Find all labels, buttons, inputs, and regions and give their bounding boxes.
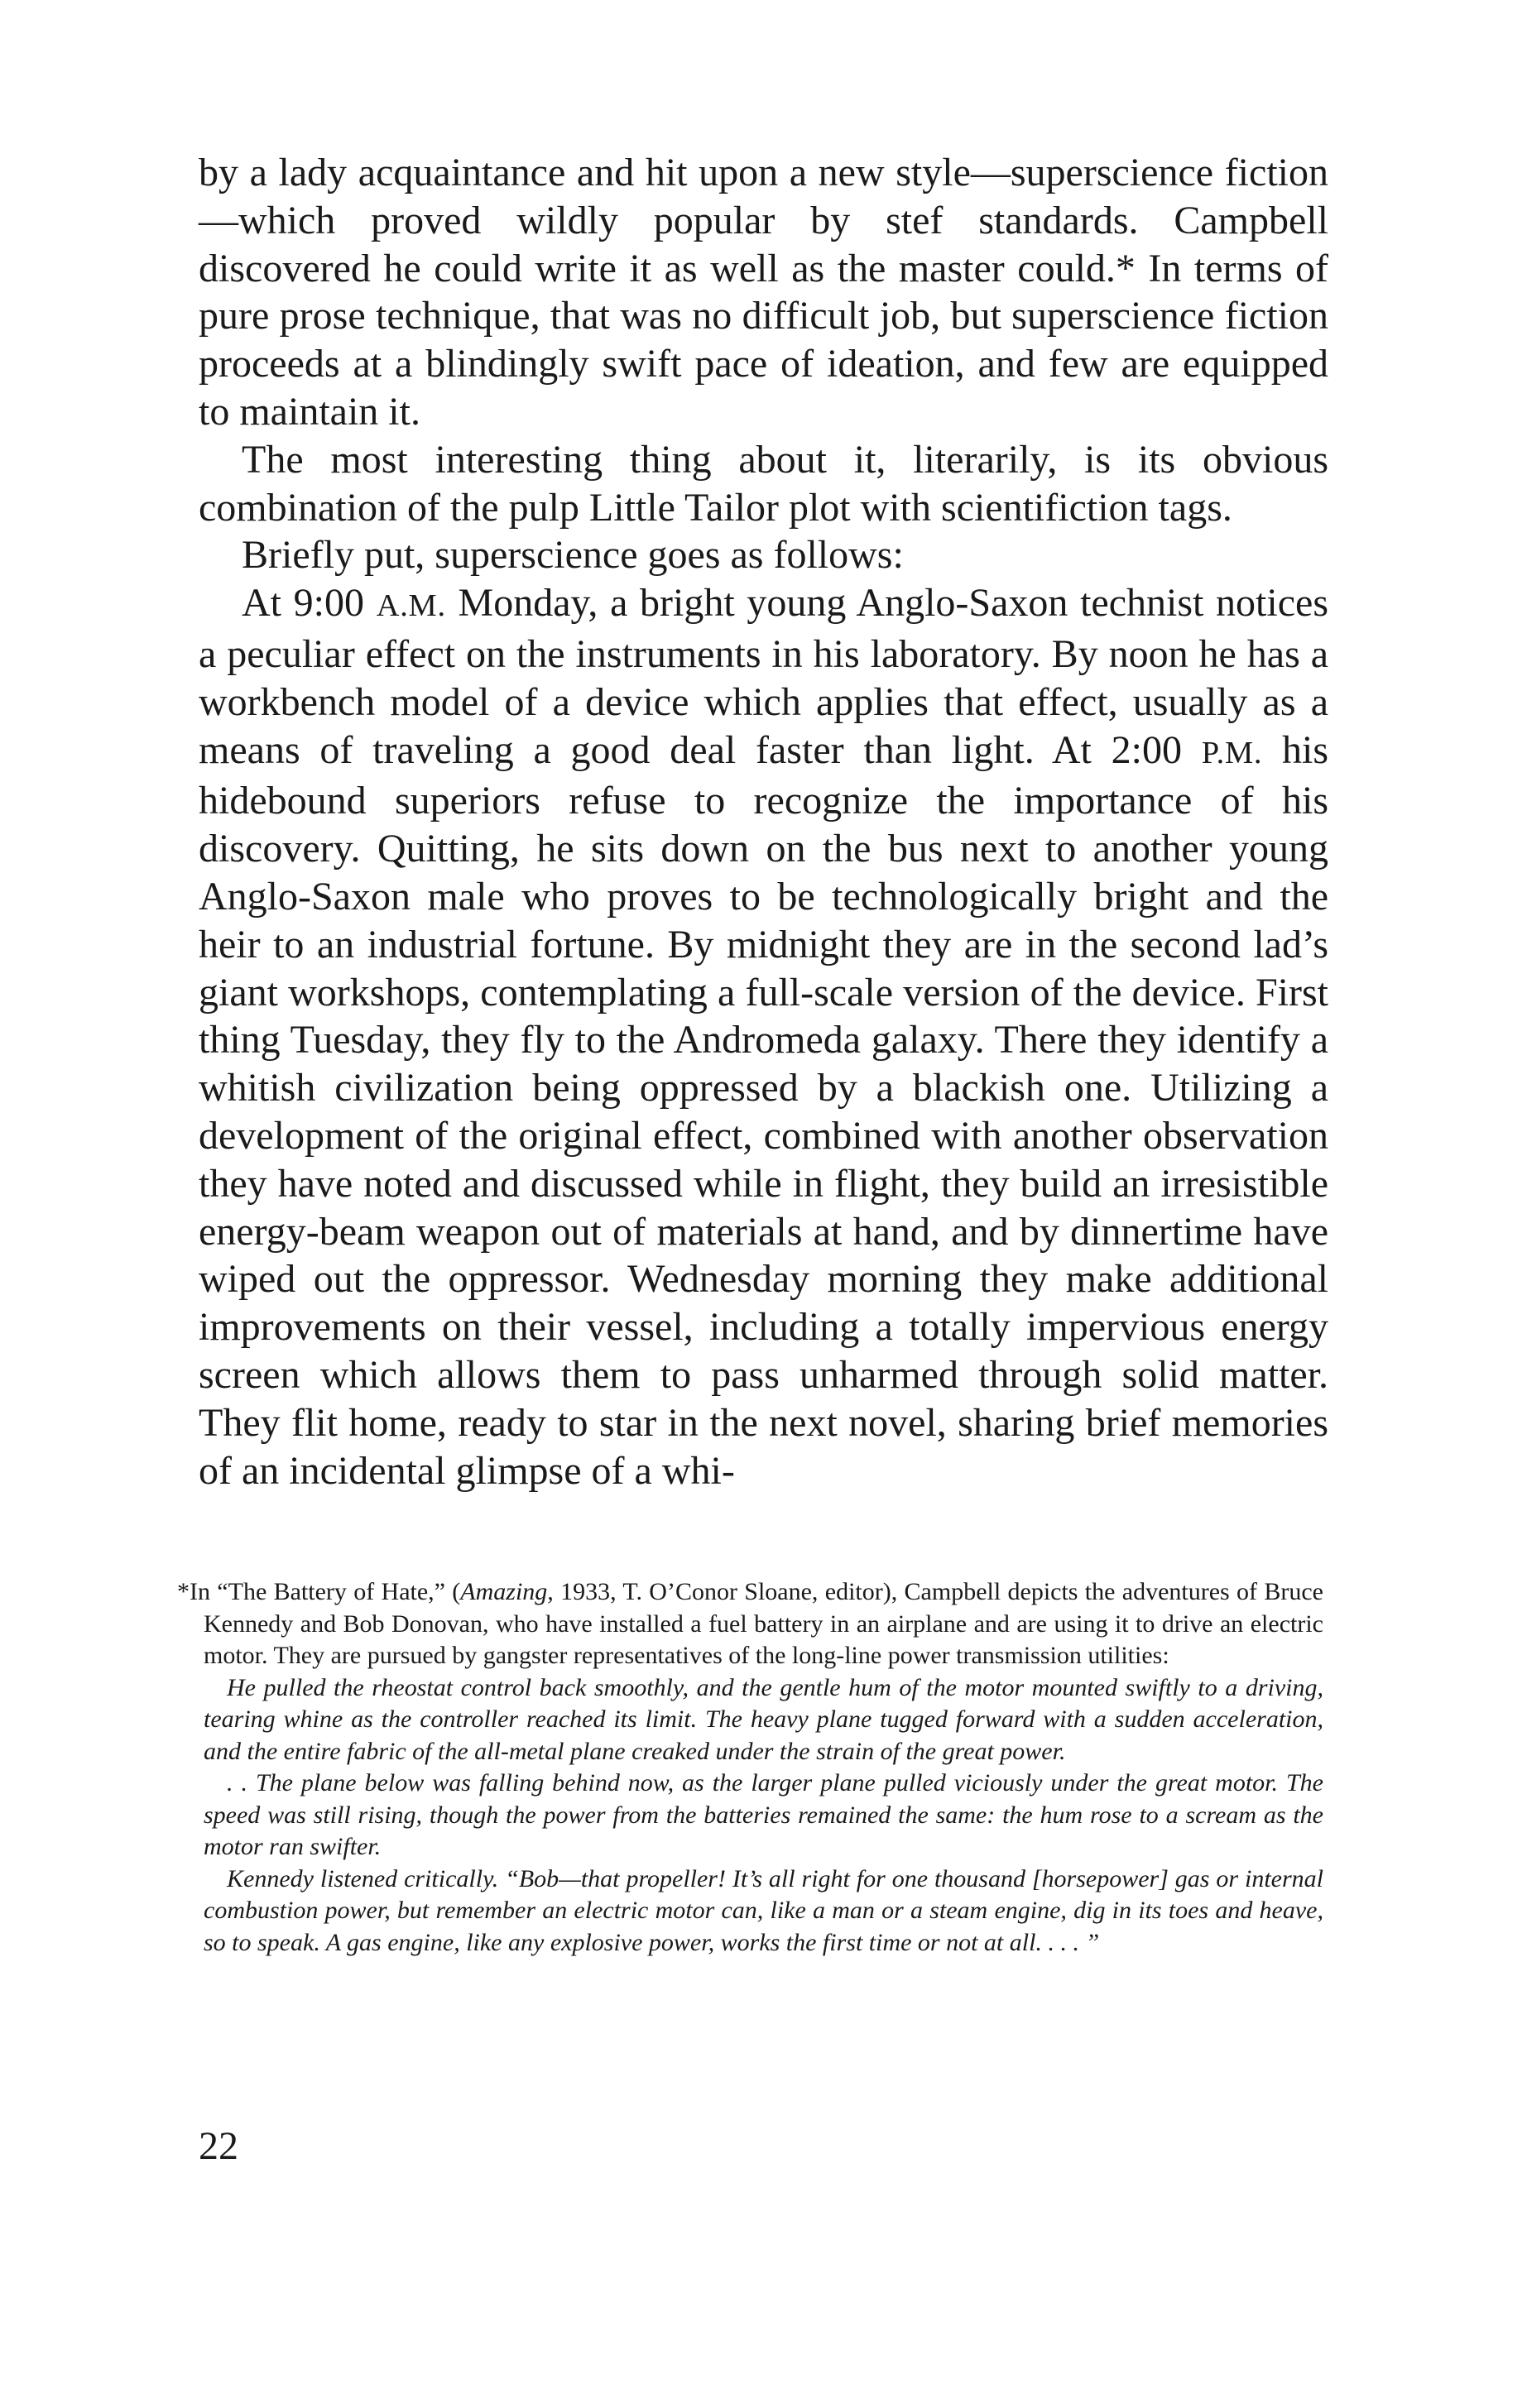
quote-paragraph-3: Kennedy listened critically. “Bob—that propeller! It’s all right for one thousand [horsepower] gas or internal combustion power, but remember an electric motor can, like a man or a steam engine, dig in its toes and heave, so to speak. A gas engine, like any explosive power, works the first time or not at all. . . . ”: [204, 1864, 1323, 1956]
footnote: [177, 1576, 1323, 1959]
paragraph-4-part-c: his hidebound superiors refuse to recognize the importance of his discovery. Quitting, he sits down on the bus next to another young Anglo-Saxon male who proves to be technologically bright and the heir to an industrial fortune. By midnight they are in the second lad’s giant workshops, contemplating a full-scale version of the device. First thing Tuesday, they fly to the Andromeda galaxy. There they identify a whitish civilization being oppressed by a blackish one. Utilizing a development of the original effect, combined with another observation they have noted and discussed while in flight, they build an irresistible energy-beam weapon out of materials at hand, and by dinnertime have wiped out the oppressor. Wednesday morning they make additional improvements on their vessel, including a totally impervious energy screen which allows them to pass unharmed through solid matter. They flit home, ready to star in the next novel, sharing brief memories of an incidental glimpse of a whi-: [199, 727, 1329, 1493]
time-pm: P.M.: [1201, 735, 1263, 770]
footnote-lead: [177, 1576, 1323, 1672]
paragraph-4-part-b: Monday, a bright young Anglo-Saxon technist notices a peculiar effect on the instruments in his laboratory. By noon he has a workbench model of a device which applies that effect, usually as a means of traveling a good deal faster than light. At 2:00: [199, 581, 1329, 772]
paragraph-4-part-a: At 9:00: [242, 581, 377, 626]
body-text: [199, 149, 1328, 1494]
footnote-quote: [204, 1672, 1323, 1959]
paragraph-3: Briefly put, superscience goes as follows:: [242, 533, 904, 578]
paragraph-4: [199, 579, 1328, 1494]
footnote-lead-b: 1933, T. O’Conor Sloane, editor), Campbell depicts the adventures of Bruce Kennedy and Bob Donovan, who have installed a fuel battery in an airplane and are using it to drive an electric motor. They are pursued by gangster representatives of the long-line power transmission utilities:: [204, 1578, 1323, 1669]
page-number: 22: [199, 2124, 238, 2168]
quote-paragraph-2: . . The plane below was falling behind now, as the larger plane pulled viciously under the great motor. The speed was still rising, though the power from the batteries remained the same: the hum rose to a scream as the motor ran swifter.: [204, 1769, 1323, 1860]
paragraph-2: The most interesting thing about it, literarily, is its obvious combination of the pulp Little Tailor plot with scientifiction tags.: [199, 437, 1328, 530]
paragraph-1: by a lady acquaintance and hit upon a new style—superscience fiction—which proved wildly popular by stef standards. Campbell discovered he could write it as well as the master could.* In terms of pure prose technique, that was no difficult job, but superscience fiction proceeds at a blindingly swift pace of ideation, and few are equipped to maintain it.: [199, 151, 1328, 434]
footnote-lead-a: *In “The Battery of Hate,” (: [177, 1578, 461, 1605]
time-am: A.M.: [376, 588, 446, 624]
footnote-magazine: Amazing,: [460, 1578, 554, 1605]
page-body: [199, 149, 1328, 1494]
quote-paragraph-1: He pulled the rheostat control back smoothly, and the gentle hum of the motor mounted swiftly to a driving, tearing whine as the controller reached its limit. The heavy plane tugged forward with a sudden acceleration, and the entire fabric of the all-metal plane creaked under the strain of the great power.: [204, 1673, 1323, 1765]
